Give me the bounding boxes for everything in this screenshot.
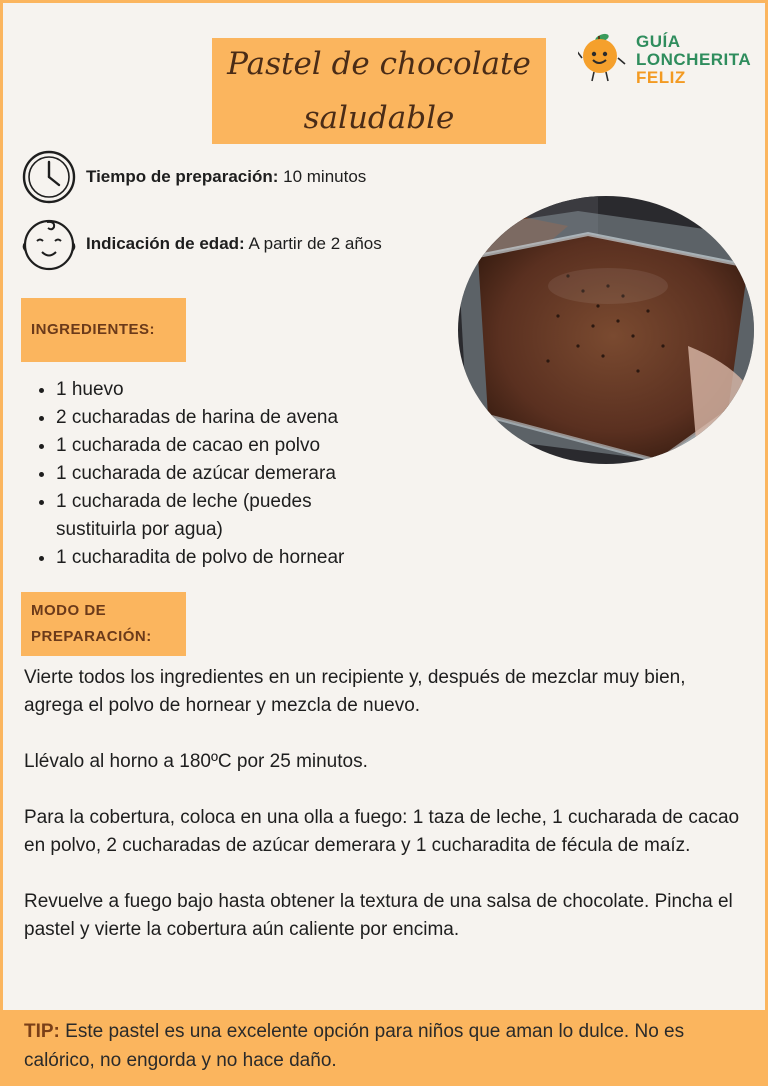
logo-text-guia: GUÍA [636,32,681,51]
age-row [22,217,382,271]
preparation-paragraph: Revuelve a fuego bajo hasta obtener la textura de una salsa de chocolate. Pincha el pastel y vierte la cobertura aún caliente por encima. [24,891,733,940]
preparation-paragraph: Para la cobertura, coloca en una olla a fuego: 1 taza de leche, 1 cucharada de cacao en polvo, 2 cucharadas de azúcar demerara y 1 cucharadita de fécula de maíz. [24,807,740,856]
list-item: • 1 cucharada de azúcar demerara [56,460,476,488]
list-item: • 1 cucharada de leche (puedes sustituirla por agua) [56,488,386,544]
preparation-heading-line1: MODO DE [31,602,107,619]
clock-icon [22,150,76,204]
brand-logo [578,28,758,88]
ingredients-heading [21,298,186,362]
ingredients-list [24,376,476,572]
ingredients-heading-text: INGREDIENTES: [31,321,156,338]
prep-time-label: Tiempo de preparación: [86,167,279,186]
logo-text-feliz: FELIZ [636,68,686,87]
preparation-paragraph: Vierte todos los ingredientes en un recipiente y, después de mezclar muy bien, agrega el polvo de hornear y mezcla de nuevo. [24,667,686,716]
cake-photo [458,196,754,464]
tip-text: Este pastel es una excelente opción para niños que aman lo dulce. No es calórico, no engorda y no hace daño. [24,1021,685,1071]
tip-banner [0,1010,768,1086]
preparation-paragraph: Llévalo al horno a 180ºC por 25 minutos. [24,751,368,772]
recipe-title-line1: Pastel de chocolate [227,46,531,82]
list-item: • 1 cucharada de cacao en polvo [56,432,476,460]
preparation-steps [24,664,744,972]
age-label: Indicación de edad: [86,234,245,253]
baby-face-icon [22,217,76,271]
list-item: • 1 huevo [56,376,476,404]
logo-text-loncherita: LONCHERITA [636,50,752,69]
recipe-title [212,38,546,144]
tip-label: TIP: [24,1021,60,1042]
prep-time-row [22,150,366,204]
preparation-heading-line2: PREPARACIÓN: [31,628,152,645]
orange-mascot-icon [578,28,628,84]
list-item: • 1 cucharadita de polvo de hornear [56,544,476,572]
recipe-title-line2: saludable [303,100,455,136]
age-value: A partir de 2 años [248,234,382,253]
prep-time-value: 10 minutos [283,167,367,186]
list-item: • 2 cucharadas de harina de avena [56,404,476,432]
preparation-heading [21,592,186,656]
